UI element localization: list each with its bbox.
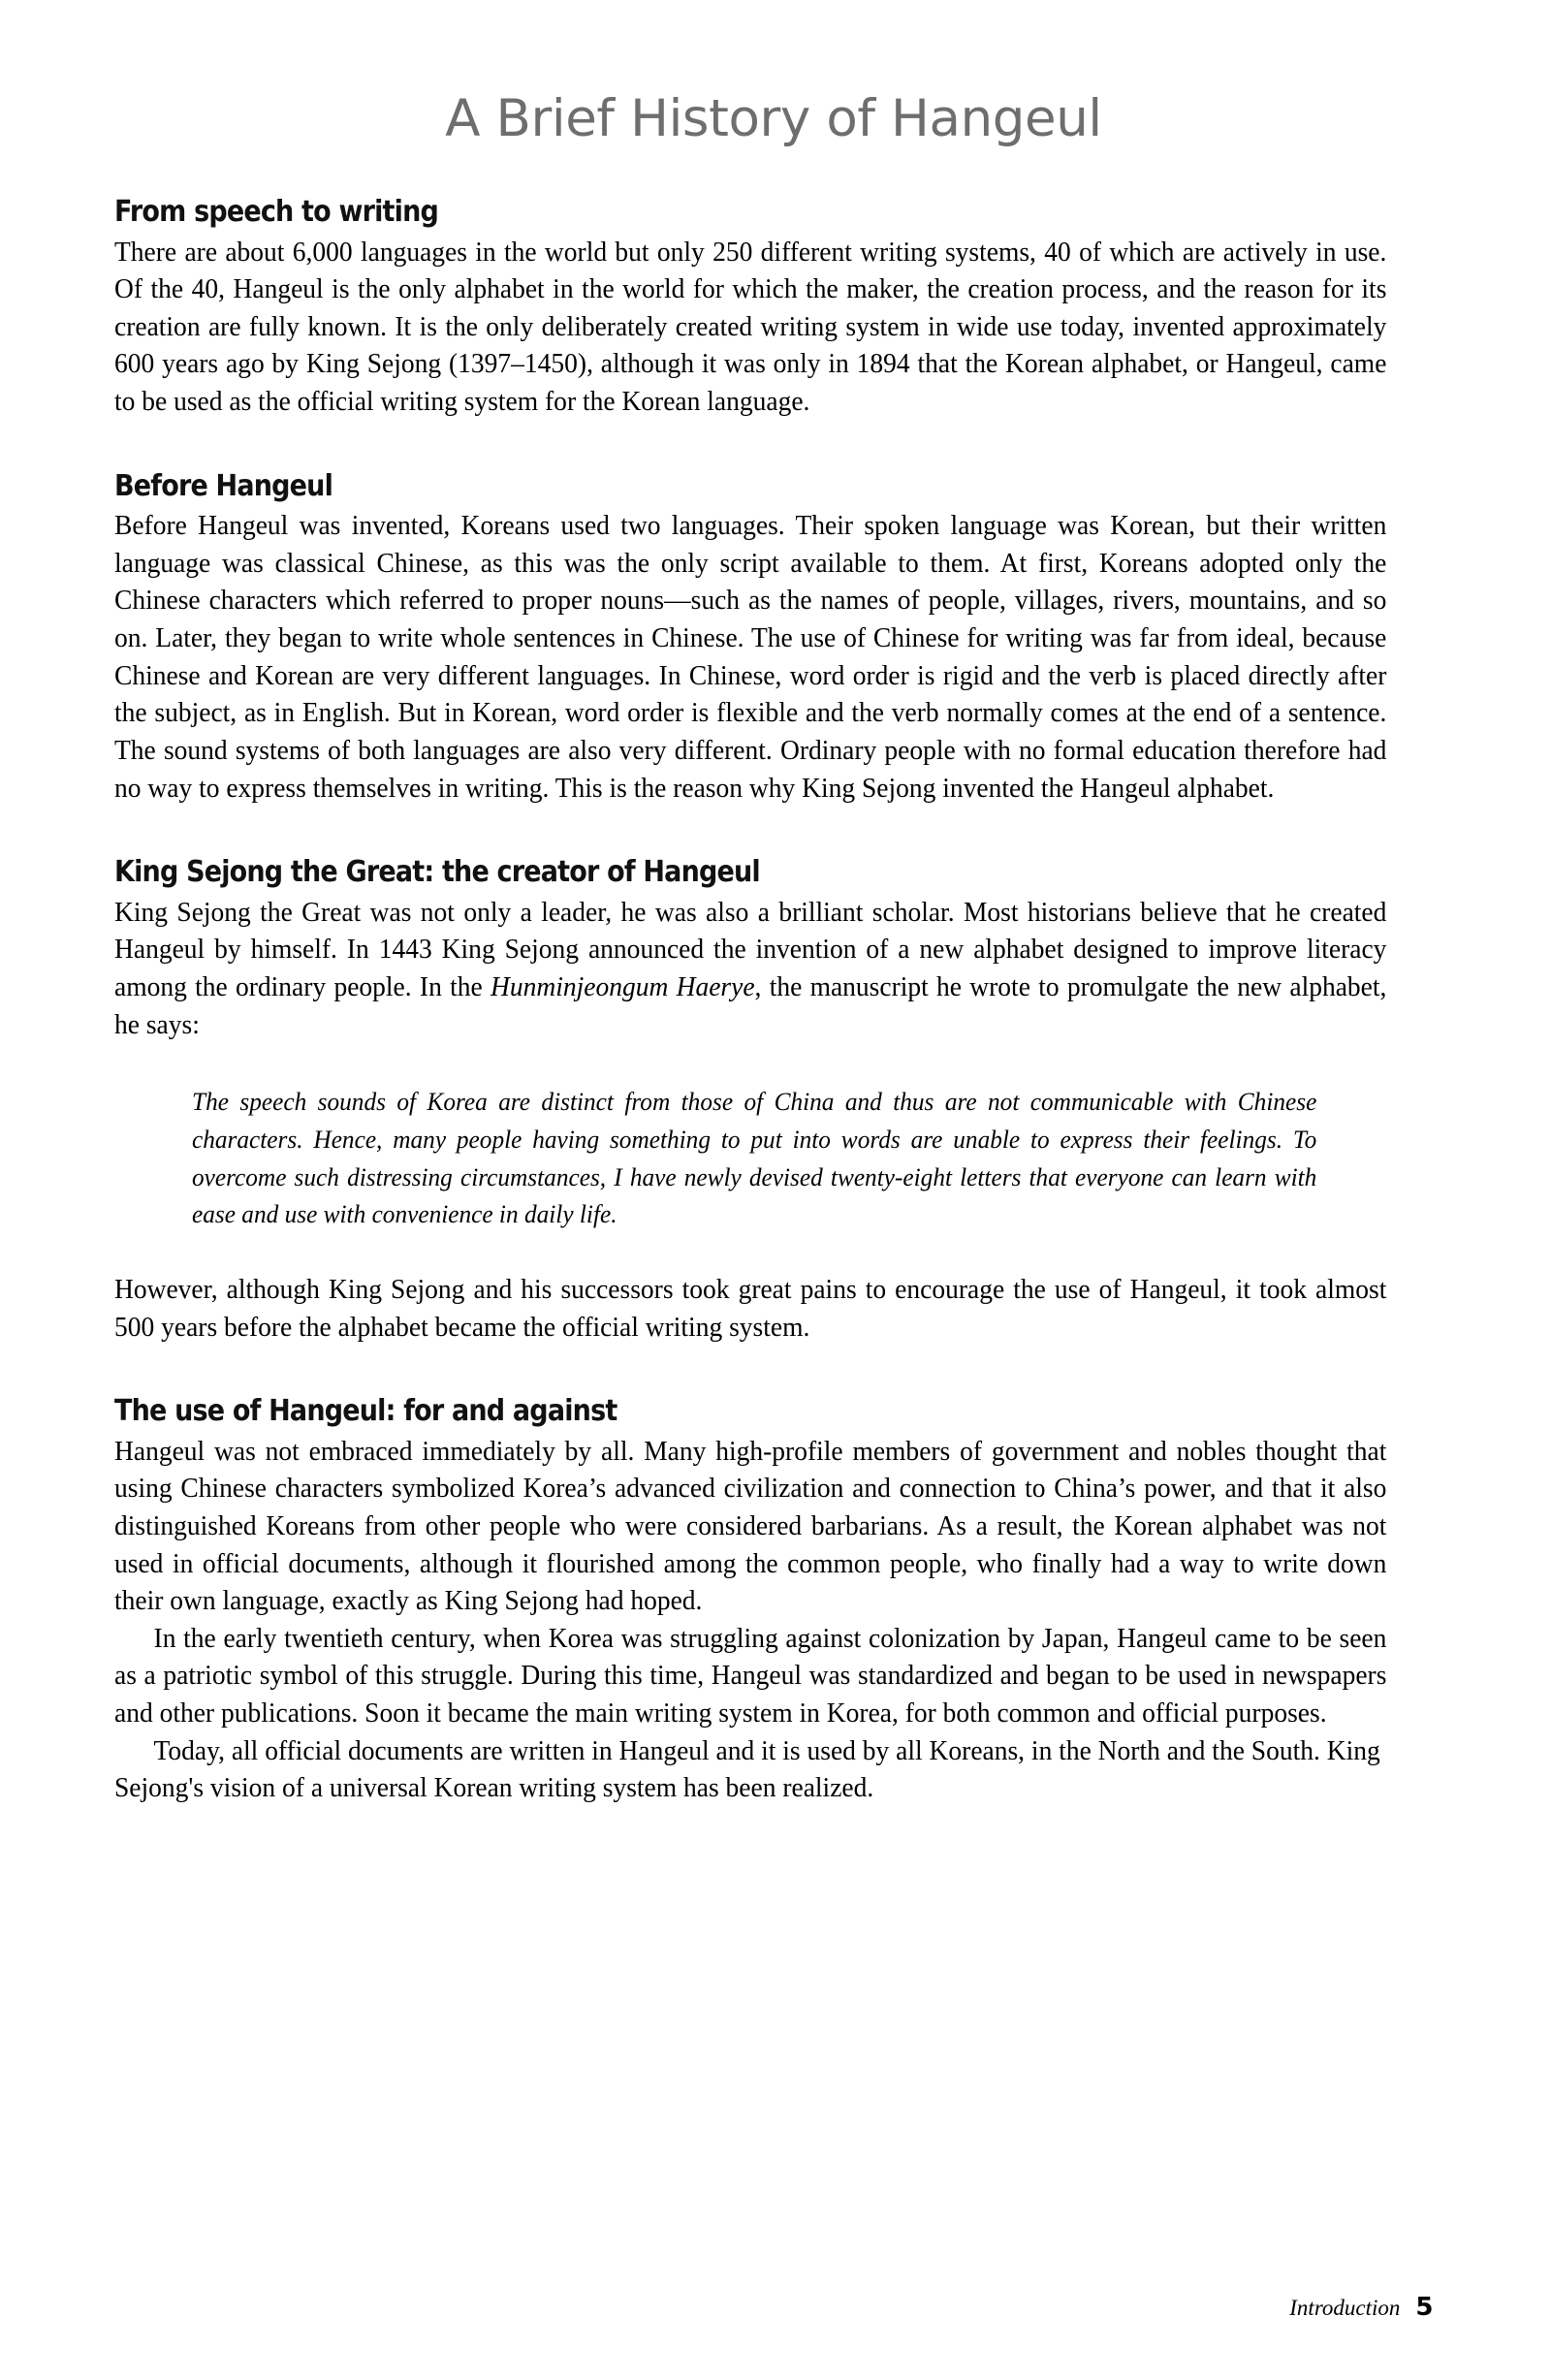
section-heading-from-speech-to-writing: From speech to writing	[114, 195, 439, 229]
paragraph-after-blockquote: However, although King Sejong and his successors took great pains to encourage the use of Hangeul, it took almost 500 years before the alphabet became the official writing system.	[114, 1274, 1387, 1343]
section-heading-before-hangeul: Before Hangeul	[114, 468, 333, 503]
paragraph-from-speech-to-writing: There are about 6,000 languages in the world but only 250 different writing systems, 40 of which are actively in use. Of the 40, Hangeul is the only alphabet in the world for which the maker, the creation process, and the reason for its creation are fully known. It is the only deliberately created writing system in wide use today, invented approximately 600 years ago by King Sejong (1397–1450), although it was only in 1894 that the Korean alphabet, or Hangeul, came to be used as the official writing system for the Korean language.	[114, 237, 1387, 418]
paragraph-use-of-hangeul-1: Hangeul was not embraced immediately by all. Many high-profile members of government and nobles thought that using Chinese characters symbolized Korea’s advanced civilization and connection to China’s power, and that it also distinguished Koreans from other people who were considered barbarians. As a result, the Korean alphabet was not used in official documents, although it flourished among the common people, who finally had a way to write down their own language, exactly as King Sejong had hoped.	[114, 1436, 1387, 1617]
paragraph-king-sejong-intro	[114, 895, 1386, 1044]
sejong-blockquote: The speech sounds of Korea are distinct from those of China and thus are not communicable with Chinese characters. Hence, many people having something to put into words are unable to express their feelings. To overcome such distressing circumstances, I have newly devised twenty-eight letters that everyone can learn with ease and use with convenience in daily life.	[192, 1087, 1317, 1229]
section-heading-use-of-hangeul: The use of Hangeul: for and against	[114, 1394, 617, 1429]
king-sejong-intro-text-before: King Sejong the Great was not only a leader, he was also a brilliant scholar. Most historians believe that he created Hangeul by himself. In 1443 King Sejong announced the invention of a new alphabet designed to improve literacy among the ordinary people. In the	[114, 897, 1387, 1002]
footer-page-number: 5	[1415, 2293, 1433, 2322]
page-title: A Brief History of Hangeul	[445, 89, 1102, 148]
footer-section-label: Introduction	[1289, 2296, 1401, 2320]
quote-spacer-bottom	[114, 1233, 1433, 1272]
page-footer	[1289, 2293, 1433, 2322]
quote-spacer-top	[114, 1044, 1433, 1083]
king-sejong-intro-text-after: , the manuscript he wrote to promulgate the new alphabet, he says:	[114, 971, 1387, 1040]
paragraph-use-of-hangeul-3: Today, all official documents are written in Hangeul and it is used by all Koreans, in the North and the South. King Sejong's vision of a universal Korean writing system has been realized.	[114, 1735, 1380, 1804]
paragraph-before-hangeul: Before Hangeul was invented, Koreans used two languages. Their spoken language was Korean, but their written language was classical Chinese, as this was the only script available to them. At first, Koreans adopted only the Chinese characters which referred to proper nouns—such as the names of people, villages, rivers, mountains, and so on. Later, they began to write whole sentences in Chinese. The use of Chinese for writing was far from ideal, because Chinese and Korean are very different languages. In Chinese, word order is rigid and the verb is placed directly after the subject, as in English. But in Korean, word order is flexible and the verb normally comes at the end of a sentence. The sound systems of both languages are also very different. Ordinary people with no formal education therefore had no way to express themselves in writing. This is the reason why King Sejong invented the Hangeul alphabet.	[114, 511, 1387, 804]
section-heading-king-sejong-the-great: King Sejong the Great: the creator of Hangeul	[114, 855, 760, 890]
paragraph-use-of-hangeul-2: In the early twentieth century, when Korea was struggling against colonization by Japan, Hangeul came to be seen as a patriotic symbol of this struggle. During this time, Hangeul was standardized and began to be used in newspapers and other publications. Soon it became the main writing system in Korea, for both common and official purposes.	[114, 1623, 1387, 1729]
manuscript-title-italic: Hunminjeongum Haerye	[490, 971, 755, 1002]
page-content	[114, 0, 1433, 1808]
